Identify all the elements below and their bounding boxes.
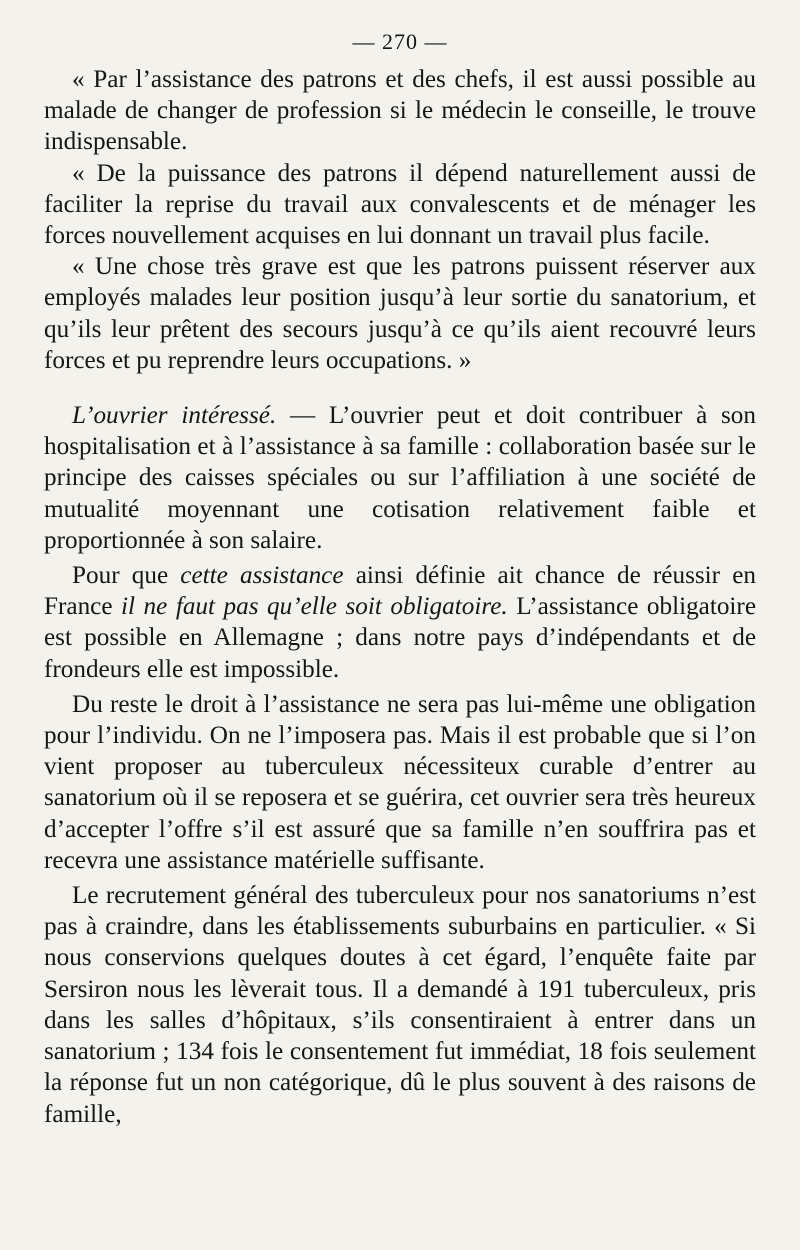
paragraph-patrons-assistance: « Par l’assistance des patrons et des chefs, il est aussi possible au malade de changer de profession si le médecin le conseille, le trouve indispensable. [44, 66, 756, 156]
emphasis-text: il ne faut pas qu’elle soit obligatoire. [121, 593, 508, 621]
text-run: Pour que [72, 562, 181, 590]
paragraph-employes-malades: « Une chose très grave est que les patrons puissent réserver aux employés malades leur position jusqu’à leur sortie du sanatorium, et qu’ils leur prêtent des secours jusqu’à ce qu’ils aient recouvré leurs forces et pu reprendre leurs occupations. » [44, 253, 756, 374]
text-run: L’assistance obligatoire est possible en Allemagne ; dans notre pays d’indépendants et de frondeurs elle est impossible. [44, 593, 756, 683]
paragraph-assistance-france [44, 560, 756, 685]
paragraph-patrons-puissance: « De la puissance des patrons il dépend naturellement aussi de faciliter la reprise du travail aux convalescents et de ménager les forces nouvellement acquises en lui donnant un travail plus facile. [44, 159, 756, 250]
emphasis-text: cette assistance [180, 562, 344, 590]
paragraph-ouvrier-body: — L’ouvrier peut et doit contribuer à son hospitalisation et à l’assistance à sa famille : collaboration basée sur le principe des caisses spéciales ou sur l’affiliation à une société de mutualité moyennant une cotisation relativement faible et proportionnée à son salaire. [44, 402, 756, 554]
section-heading-ouvrier: L’ouvrier intéressé. [72, 402, 277, 430]
text-run: ainsi définie ait chance de réussir en France [44, 562, 757, 621]
paragraph-recrutement: Le recrutement général des tuberculeux pour nos sanatoriums n’est pas à craindre, dans les établissements suburbains en particulier. « Si nous conservions quelques doutes à cet égard, l’enquête faite par Sersiron nous les lèverait tous. Il a demandé à 191 tuberculeux, pris dans les salles d’hôpitaux, s’ils consentiraient à entrer dans un sanatorium ; 134 fois le consentement fut immédiat, 18 fois seulement la réponse fut un non catégorique, dû le plus souvent à des raisons de famille, [44, 882, 756, 1128]
paragraph-droit-assistance: Du reste le droit à l’assistance ne sera pas lui-même une obligation pour l’individu. On ne l’imposera pas. Mais il est probable que si l’on vient proposer au tuberculeux nécessiteux curable d’entrer au sanatorium où il se reposera et se guérira, cet ouvrier sera très heureux d’accepter l’offre s’il est assuré que sa famille n’en souffrira pas et recevra une assistance matérielle suffisante. [44, 690, 756, 874]
paragraph-ouvrier-interesse [44, 400, 756, 556]
page-number: — 270 — [352, 29, 448, 54]
